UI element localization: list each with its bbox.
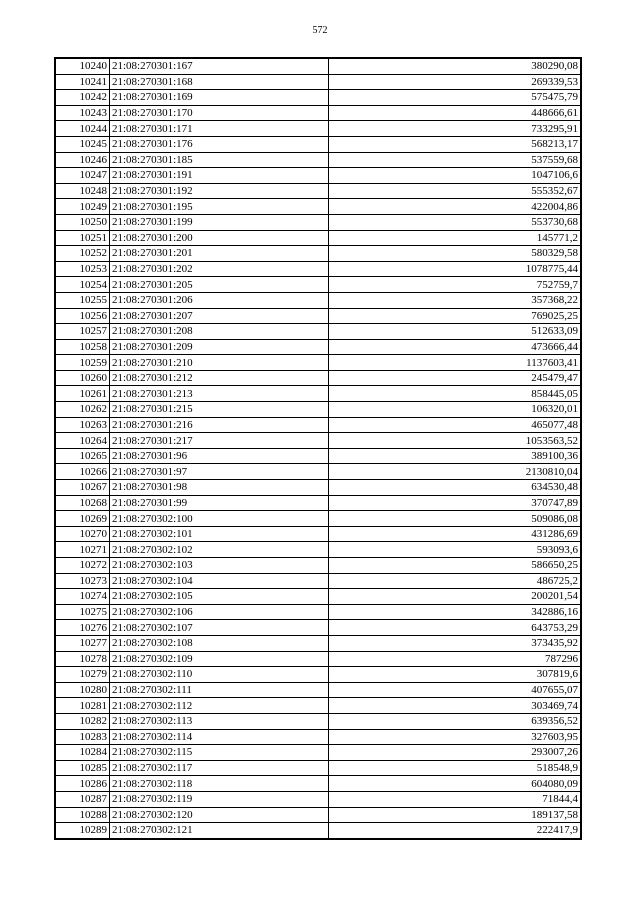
table-row [56,214,581,230]
cadastral-value: 200201,54 [329,589,581,605]
table-row [56,59,581,75]
row-number: 10282 [56,713,110,729]
cadastral-value: 465077,48 [329,417,581,433]
table-row [56,324,581,340]
row-number: 10246 [56,152,110,168]
row-number: 10247 [56,168,110,184]
row-number: 10283 [56,729,110,745]
cadastral-value: 2130810,04 [329,464,581,480]
row-number: 10286 [56,776,110,792]
table-row [56,230,581,246]
cadastral-number: 21:08:270301:201 [110,246,329,262]
cadastral-number: 21:08:270302:107 [110,620,329,636]
cadastral-value: 370747,89 [329,495,581,511]
row-number: 10267 [56,480,110,496]
cadastral-value: 593093,6 [329,542,581,558]
table-row [56,480,581,496]
table-row [56,152,581,168]
cadastral-value: 1137603,41 [329,355,581,371]
cadastral-value: 486725,2 [329,573,581,589]
cadastral-value: 389100,36 [329,448,581,464]
row-number: 10258 [56,339,110,355]
row-number: 10244 [56,121,110,137]
cadastral-value: 106320,01 [329,402,581,418]
cadastral-number: 21:08:270302:112 [110,698,329,714]
table-row [56,292,581,308]
table-row [56,168,581,184]
cadastral-number: 21:08:270301:170 [110,105,329,121]
table-row [56,183,581,199]
row-number: 10249 [56,199,110,215]
cadastral-value: 1078775,44 [329,261,581,277]
cadastral-value: 634530,48 [329,480,581,496]
cadastral-value: 586650,25 [329,558,581,574]
cadastral-number: 21:08:270301:209 [110,339,329,355]
cadastral-number: 21:08:270302:121 [110,823,329,839]
cadastral-value: 422004,86 [329,199,581,215]
cadastral-value: 71844,4 [329,791,581,807]
cadastral-number: 21:08:270302:100 [110,511,329,527]
table-row [56,511,581,527]
table-row [56,713,581,729]
table-row [56,136,581,152]
cadastral-number: 21:08:270301:210 [110,355,329,371]
cadastral-number: 21:08:270301:200 [110,230,329,246]
row-number: 10287 [56,791,110,807]
row-number: 10250 [56,214,110,230]
table-row [56,448,581,464]
cadastre-table [55,58,581,839]
table-row [56,308,581,324]
row-number: 10240 [56,59,110,75]
cadastral-number: 21:08:270302:108 [110,635,329,651]
row-number: 10285 [56,760,110,776]
table-row [56,745,581,761]
table-row [56,635,581,651]
row-number: 10273 [56,573,110,589]
cadastral-number: 21:08:270301:208 [110,324,329,340]
table-row [56,339,581,355]
cadastral-number: 21:08:270301:98 [110,480,329,496]
cadastral-value: 1047106,6 [329,168,581,184]
cadastral-number: 21:08:270301:185 [110,152,329,168]
cadastral-number: 21:08:270302:103 [110,558,329,574]
table-body [56,59,581,839]
row-number: 10270 [56,526,110,542]
table-row [56,277,581,293]
cadastral-number: 21:08:270301:199 [110,214,329,230]
cadastral-value: 537559,68 [329,152,581,168]
cadastral-number: 21:08:270302:109 [110,651,329,667]
cadastral-value: 407655,07 [329,682,581,698]
cadastral-number: 21:08:270302:113 [110,713,329,729]
row-number: 10265 [56,448,110,464]
table-row [56,604,581,620]
cadastral-value: 643753,29 [329,620,581,636]
cadastral-number: 21:08:270301:217 [110,433,329,449]
cadastral-value: 769025,25 [329,308,581,324]
row-number: 10289 [56,823,110,839]
cadastral-number: 21:08:270301:216 [110,417,329,433]
row-number: 10252 [56,246,110,262]
table-row [56,823,581,839]
table-row [56,105,581,121]
row-number: 10279 [56,667,110,683]
row-number: 10248 [56,183,110,199]
cadastral-number: 21:08:270302:111 [110,682,329,698]
cadastral-value: 303469,74 [329,698,581,714]
cadastral-value: 431286,69 [329,526,581,542]
row-number: 10268 [56,495,110,511]
table-row [56,90,581,106]
table-row [56,760,581,776]
row-number: 10281 [56,698,110,714]
table-row [56,402,581,418]
cadastral-number: 21:08:270301:215 [110,402,329,418]
cadastral-number: 21:08:270302:115 [110,745,329,761]
table-row [56,433,581,449]
row-number: 10262 [56,402,110,418]
row-number: 10242 [56,90,110,106]
cadastral-number: 21:08:270302:117 [110,760,329,776]
cadastral-value: 509086,08 [329,511,581,527]
cadastral-number: 21:08:270301:213 [110,386,329,402]
row-number: 10288 [56,807,110,823]
row-number: 10272 [56,558,110,574]
cadastral-value: 373435,92 [329,635,581,651]
cadastral-number: 21:08:270301:168 [110,74,329,90]
cadastral-number: 21:08:270301:195 [110,199,329,215]
row-number: 10269 [56,511,110,527]
cadastral-number: 21:08:270301:206 [110,292,329,308]
cadastral-value: 575475,79 [329,90,581,106]
table-row [56,791,581,807]
cadastral-number: 21:08:270302:102 [110,542,329,558]
cadastral-number: 21:08:270301:191 [110,168,329,184]
cadastral-value: 145771,2 [329,230,581,246]
row-number: 10277 [56,635,110,651]
table-row [56,776,581,792]
cadastral-number: 21:08:270301:169 [110,90,329,106]
table-row [56,573,581,589]
cadastral-value: 327603,95 [329,729,581,745]
cadastral-number: 21:08:270302:110 [110,667,329,683]
cadastral-number: 21:08:270302:106 [110,604,329,620]
row-number: 10266 [56,464,110,480]
table-row [56,651,581,667]
table-row [56,589,581,605]
table-row [56,682,581,698]
cadastral-value: 858445,05 [329,386,581,402]
cadastral-value: 787296 [329,651,581,667]
cadastral-number: 21:08:270302:105 [110,589,329,605]
row-number: 10271 [56,542,110,558]
row-number: 10243 [56,105,110,121]
cadastral-value: 293007,26 [329,745,581,761]
cadastral-number: 21:08:270302:118 [110,776,329,792]
table-row [56,698,581,714]
row-number: 10254 [56,277,110,293]
row-number: 10261 [56,386,110,402]
cadastral-value: 473666,44 [329,339,581,355]
cadastral-value: 222417,9 [329,823,581,839]
table-row [56,261,581,277]
cadastral-value: 448666,61 [329,105,581,121]
cadastral-value: 269339,53 [329,74,581,90]
table-row [56,246,581,262]
cadastral-number: 21:08:270301:202 [110,261,329,277]
table-row [56,729,581,745]
table-row [56,464,581,480]
cadastral-number: 21:08:270301:176 [110,136,329,152]
table-row [56,558,581,574]
table-row [56,526,581,542]
row-number: 10245 [56,136,110,152]
table-row [56,199,581,215]
cadastral-value: 512633,09 [329,324,581,340]
cadastral-number: 21:08:270301:99 [110,495,329,511]
row-number: 10256 [56,308,110,324]
table-row [56,370,581,386]
table-row [56,620,581,636]
row-number: 10263 [56,417,110,433]
cadastral-value: 189137,58 [329,807,581,823]
cadastral-value: 357368,22 [329,292,581,308]
row-number: 10260 [56,370,110,386]
cadastral-number: 21:08:270301:171 [110,121,329,137]
cadastral-number: 21:08:270301:167 [110,59,329,75]
cadastral-number: 21:08:270301:207 [110,308,329,324]
cadastral-number: 21:08:270301:97 [110,464,329,480]
row-number: 10280 [56,682,110,698]
cadastral-value: 1053563,52 [329,433,581,449]
row-number: 10276 [56,620,110,636]
table-row [56,495,581,511]
cadastral-value: 307819,6 [329,667,581,683]
cadastral-value: 604080,09 [329,776,581,792]
cadastral-number: 21:08:270302:104 [110,573,329,589]
cadastral-value: 580329,58 [329,246,581,262]
table-row [56,74,581,90]
row-number: 10274 [56,589,110,605]
table-row [56,386,581,402]
cadastral-value: 639356,52 [329,713,581,729]
cadastral-number: 21:08:270302:114 [110,729,329,745]
table-row [56,542,581,558]
row-number: 10264 [56,433,110,449]
row-number: 10257 [56,324,110,340]
cadastral-value: 733295,91 [329,121,581,137]
row-number: 10253 [56,261,110,277]
table-row [56,417,581,433]
cadastral-number: 21:08:270301:192 [110,183,329,199]
row-number: 10284 [56,745,110,761]
cadastral-number: 21:08:270301:212 [110,370,329,386]
row-number: 10241 [56,74,110,90]
table-row [56,807,581,823]
table-row [56,667,581,683]
row-number: 10251 [56,230,110,246]
page-number: 572 [312,25,328,36]
row-number: 10259 [56,355,110,371]
cadastral-number: 21:08:270302:120 [110,807,329,823]
cadastral-value: 518548,9 [329,760,581,776]
cadastral-number: 21:08:270301:205 [110,277,329,293]
cadastral-value: 752759,7 [329,277,581,293]
cadastral-value: 380290,08 [329,59,581,75]
cadastral-value: 553730,68 [329,214,581,230]
cadastral-value: 568213,17 [329,136,581,152]
cadastral-number: 21:08:270302:119 [110,791,329,807]
row-number: 10278 [56,651,110,667]
cadastral-number: 21:08:270301:96 [110,448,329,464]
cadastral-value: 555352,67 [329,183,581,199]
row-number: 10255 [56,292,110,308]
table-row [56,355,581,371]
row-number: 10275 [56,604,110,620]
cadastral-value: 245479,47 [329,370,581,386]
cadastral-number: 21:08:270302:101 [110,526,329,542]
table-row [56,121,581,137]
cadastral-value: 342886,16 [329,604,581,620]
